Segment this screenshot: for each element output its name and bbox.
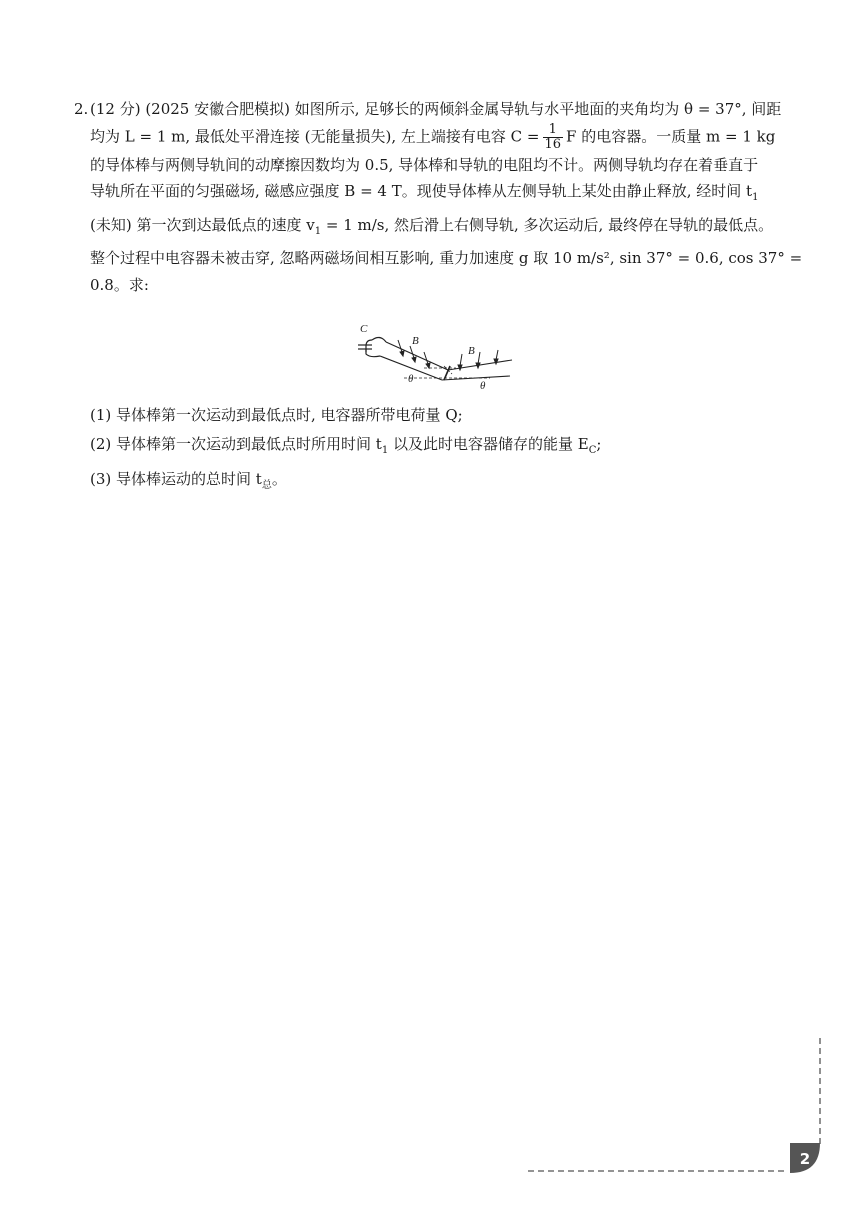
page-corner-decoration xyxy=(520,1030,830,1180)
subscript-v1: 1 xyxy=(314,225,322,237)
rail-figure xyxy=(352,318,522,390)
question-3 xyxy=(90,465,810,500)
problem-line-3 xyxy=(74,152,810,179)
subscript-ec: C xyxy=(588,445,597,456)
question-2 xyxy=(90,430,810,465)
problem-text-2b: F 的电容器。一质量 m = 1 kg xyxy=(566,127,776,145)
problem-line-6 xyxy=(74,245,810,272)
problem-number: 2. xyxy=(74,100,89,118)
problem-2 xyxy=(74,96,810,298)
label-theta-right: θ xyxy=(480,380,486,390)
problem-line-7 xyxy=(74,272,810,299)
problem-line-4 xyxy=(74,178,810,212)
question-2-text-a: (2) 导体棒第一次运动到最低点时所用时间 t xyxy=(90,435,382,453)
subscript-t1-q2: 1 xyxy=(381,445,389,456)
problem-text-1: (12 分) (2025 安徽合肥模拟) 如图所示, 足够长的两倾斜金属导轨与水平地面的夹角均为 θ = 37°, 间距 xyxy=(90,100,782,118)
problem-text-4: 导轨所在平面的匀强磁场, 磁感应强度 B = 4 T。现使导体棒从左侧导轨上某处由静止释放, 经时间 t xyxy=(90,182,753,200)
capacitance-fraction xyxy=(543,123,564,152)
question-3-text-b: 。 xyxy=(271,470,287,488)
problem-line-5 xyxy=(74,212,810,246)
problem-text-2a: 均为 L = 1 m, 最低处平滑连接 (无能量损失), 左上端接有电容 C = xyxy=(90,127,540,145)
question-2-text-b: 以及此时电容器储存的能量 E xyxy=(388,435,589,453)
capacitor-icon xyxy=(358,337,386,356)
problem-text-3: 的导体棒与两侧导轨间的动摩擦因数均为 0.5, 导体棒和导轨的电阻均不计。两侧导轨均存在着垂直于 xyxy=(90,155,759,174)
label-c: C xyxy=(360,323,368,335)
question-1 xyxy=(90,401,810,430)
problem-text-6: 整个过程中电容器未被击穿, 忽略两磁场间相互影响, 重力加速度 g 取 10 m/s², sin 37° = 0.6, cos 37° = xyxy=(90,249,803,267)
question-1-text: (1) 导体棒第一次运动到最低点时, 电容器所带电荷量 Q; xyxy=(90,406,463,424)
problem-text-7: 0.8。求: xyxy=(90,275,149,294)
question-3-text-a: (3) 导体棒运动的总时间 t xyxy=(90,470,262,488)
fraction-denominator: 16 xyxy=(544,136,562,152)
fraction-numerator: 1 xyxy=(543,123,564,138)
page-number: 2 xyxy=(799,1150,811,1168)
label-theta-left: θ xyxy=(408,373,414,385)
label-b-left: B xyxy=(412,335,419,347)
question-2-text-c: ; xyxy=(596,435,602,453)
problem-line-1 xyxy=(74,96,810,123)
label-b-right: B xyxy=(468,345,475,357)
problem-text-5a: (未知) 第一次到达最低点的速度 v xyxy=(90,215,315,234)
problem-line-2 xyxy=(74,123,810,152)
problem-text-5b: = 1 m/s, 然后滑上右侧导轨, 多次运动后, 最终停在导轨的最低点。 xyxy=(321,215,774,234)
subscript-t1: 1 xyxy=(752,192,759,203)
questions xyxy=(90,401,810,500)
subscript-total: 总 xyxy=(261,480,272,491)
